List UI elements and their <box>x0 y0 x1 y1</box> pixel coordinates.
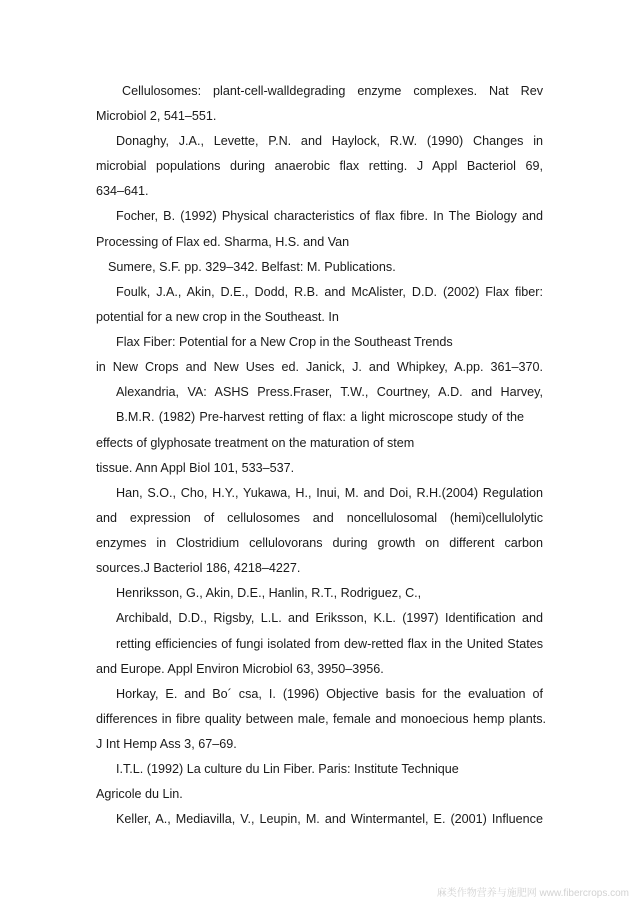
reference-line: Microbiol 2, 541–551. <box>96 109 217 123</box>
watermark: 麻类作物营养与施肥网 www.fibercrops.com <box>436 888 629 899</box>
reference-line: in New Crops and New Uses ed. Janick, J. and Whipkey, A.pp. 361–370. <box>96 360 543 374</box>
reference-line: 634–641. <box>96 184 149 198</box>
reference-line: enzymes in Clostridium cellulovorans during growth on different carbon <box>96 536 543 550</box>
reference-line: Foulk, J.A., Akin, D.E., Dodd, R.B. and McAlister, D.D. (2002) Flax fiber: <box>116 285 543 299</box>
reference-line: Han, S.O., Cho, H.Y., Yukawa, H., Inui, M. and Doi, R.H.(2004) Regulation <box>116 486 543 500</box>
reference-line: differences in fibre quality between male, female and monoecious hemp plants. <box>96 712 546 726</box>
reference-line: Focher, B. (1992) Physical characteristics of flax fibre. In The Biology and <box>116 209 543 223</box>
reference-line: B.M.R. (1982) Pre-harvest retting of flax: a light microscope study of the <box>116 410 524 424</box>
reference-line: effects of glyphosate treatment on the maturation of stem <box>96 436 415 450</box>
reference-line: Donaghy, J.A., Levette, P.N. and Haylock, R.W. (1990) Changes in <box>116 134 543 148</box>
reference-line: I.T.L. (1992) La culture du Lin Fiber. Paris: Institute Technique <box>116 762 459 776</box>
reference-line: Cellulosomes: plant-cell-walldegrading enzyme complexes. Nat Rev <box>122 84 543 98</box>
reference-line: Alexandria, VA: ASHS Press.Fraser, T.W., Courtney, A.D. and Harvey, <box>116 385 543 399</box>
reference-line: Agricole du Lin. <box>96 787 183 801</box>
reference-line: Keller, A., Mediavilla, V., Leupin, M. and Wintermantel, E. (2001) Influence <box>116 812 543 826</box>
reference-line: Sumere, S.F. pp. 329–342. Belfast: M. Publications. <box>108 260 396 274</box>
reference-line: microbial populations during anaerobic flax retting. J Appl Bacteriol 69, <box>96 159 543 173</box>
reference-line: and Europe. Appl Environ Microbiol 63, 3950–3956. <box>96 662 384 676</box>
reference-line: J Int Hemp Ass 3, 67–69. <box>96 737 237 751</box>
reference-line: Processing of Flax ed. Sharma, H.S. and Van <box>96 235 350 249</box>
reference-line: retting efficiencies of fungi isolated from dew-retted flax in the United States <box>116 637 543 651</box>
reference-line: tissue. Ann Appl Biol 101, 533–537. <box>96 461 295 475</box>
reference-line: sources.J Bacteriol 186, 4218–4227. <box>96 561 301 575</box>
reference-line: Archibald, D.D., Rigsby, L.L. and Eriksson, K.L. (1997) Identification and <box>116 611 543 625</box>
reference-line: Flax Fiber: Potential for a New Crop in the Southeast Trends <box>116 335 453 349</box>
reference-line: Henriksson, G., Akin, D.E., Hanlin, R.T., Rodriguez, C., <box>116 586 422 600</box>
reference-line: and expression of cellulosomes and noncellulosomal (hemi)cellulolytic <box>96 511 543 525</box>
reference-line: potential for a new crop in the Southeast. In <box>96 310 339 324</box>
reference-line: Horkay, E. and Bo´ csa, I. (1996) Objective basis for the evaluation of <box>116 687 543 701</box>
